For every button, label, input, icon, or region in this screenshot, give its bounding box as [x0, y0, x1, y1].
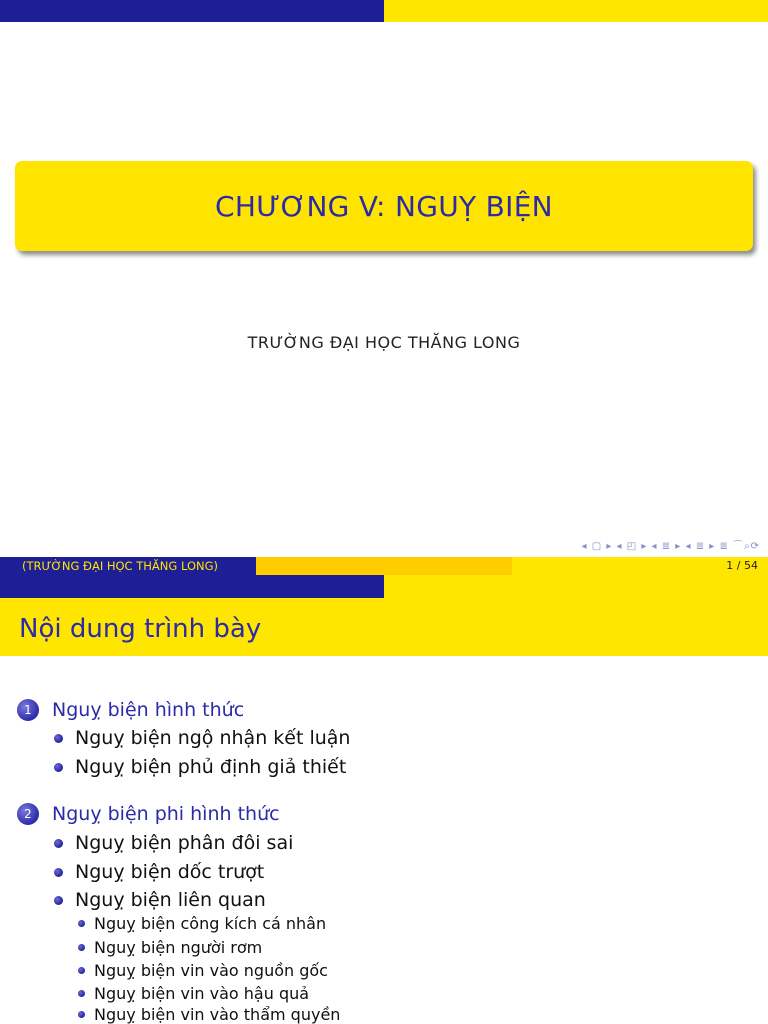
sub-bullet-icon	[78, 1011, 85, 1018]
toc-subitem[interactable]	[78, 914, 326, 933]
section-label: Nguỵ biện phi hình thức	[52, 803, 280, 825]
toc-item[interactable]	[54, 756, 346, 778]
toc-item[interactable]	[54, 832, 293, 854]
item-label: Nguỵ biện dốc trượt	[75, 861, 265, 883]
toc-subitem[interactable]	[78, 984, 309, 1003]
section-number-badge: 1	[17, 699, 39, 721]
sub-bullet-icon	[78, 990, 85, 997]
bullet-icon	[54, 839, 63, 848]
item-label: Nguỵ biện phân đôi sai	[75, 832, 294, 854]
slide2-top-bar-left	[0, 575, 384, 598]
sub-bullet-icon	[78, 967, 85, 974]
section-number-badge: 2	[17, 803, 39, 825]
title-box	[15, 161, 753, 251]
slide2-top-bar-right	[384, 575, 768, 598]
toc-subitem[interactable]	[78, 938, 262, 957]
navigation-controls[interactable]: ◂ ▢ ▸ ◂ ◰ ▸ ◂ ≣ ▸ ◂ ≣ ▸ ≣ ⌒⌕⟳	[581, 541, 760, 552]
footer-institute: (TRƯỜNG ĐẠI HỌC THĂNG LONG)	[0, 557, 256, 575]
sub-bullet-icon	[78, 920, 85, 927]
subitem-label: Nguỵ biện vin vào hậu quả	[94, 984, 310, 1003]
bullet-icon	[54, 734, 63, 743]
subitem-label: Nguỵ biện công kích cá nhân	[94, 914, 327, 933]
slide-title: CHƯƠNG V: NGUỴ BIỆN	[215, 189, 553, 223]
subitem-label: Nguỵ biện người rơm	[94, 938, 263, 957]
top-bar-left	[0, 0, 384, 22]
bullet-icon	[54, 868, 63, 877]
section-label: Nguỵ biện hình thức	[52, 699, 245, 721]
bullet-icon	[54, 896, 63, 905]
toc-subitem[interactable]	[78, 1005, 340, 1024]
toc-item[interactable]	[54, 889, 266, 911]
footer-page-number: 1 / 54	[512, 557, 768, 575]
toc-item[interactable]	[54, 861, 264, 883]
toc-section[interactable]	[17, 699, 244, 721]
toc-subitem[interactable]	[78, 961, 328, 980]
footer-middle-bar	[256, 557, 512, 575]
institute-name: TRƯỜNG ĐẠI HỌC THĂNG LONG	[247, 333, 521, 352]
slide2-title: Nội dung trình bày	[19, 614, 262, 644]
item-label: Nguỵ biện ngộ nhận kết luận	[75, 727, 351, 749]
top-bar-right	[384, 0, 768, 22]
bullet-icon	[54, 763, 63, 772]
toc-section[interactable]	[17, 803, 280, 825]
toc-item[interactable]	[54, 727, 350, 749]
sub-bullet-icon	[78, 944, 85, 951]
subitem-label: Nguỵ biện vin vào nguồn gốc	[94, 961, 328, 980]
item-label: Nguỵ biện phủ định giả thiết	[75, 756, 347, 778]
subitem-label: Nguỵ biện vin vào thẩm quyền	[94, 1005, 341, 1024]
item-label: Nguỵ biện liên quan	[75, 889, 266, 911]
